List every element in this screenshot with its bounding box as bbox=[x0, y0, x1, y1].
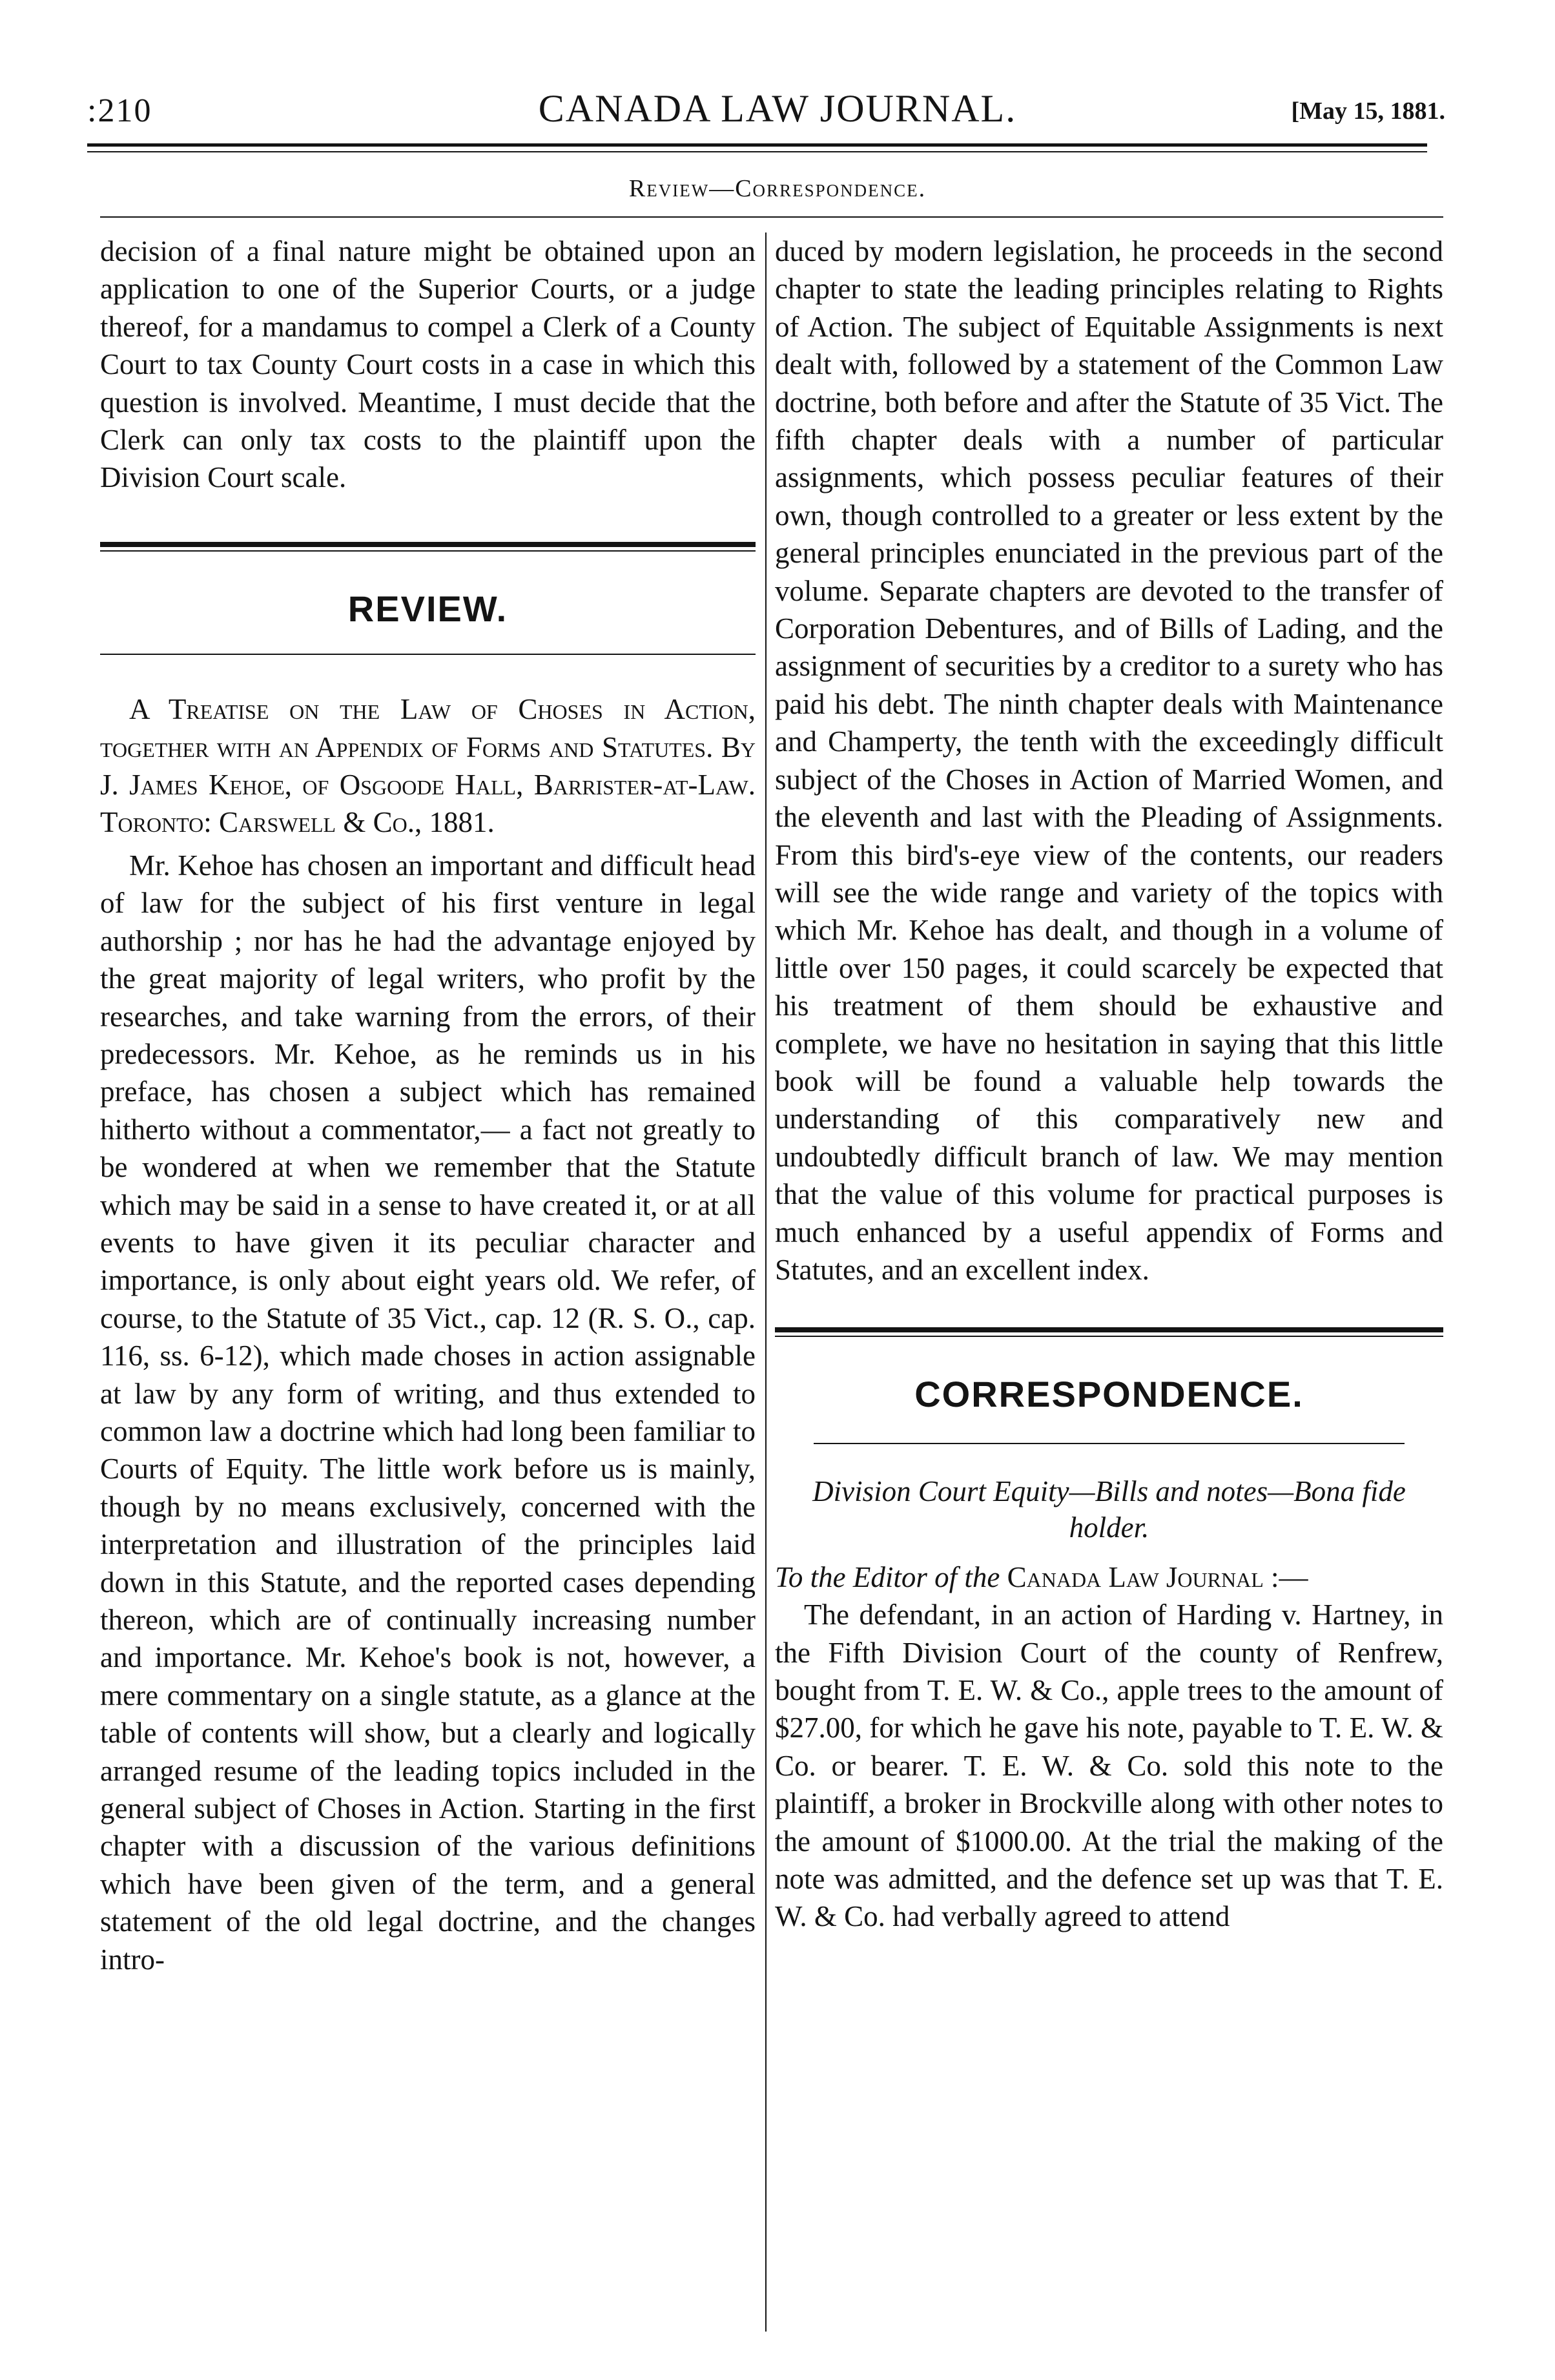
section-separator-thick-right bbox=[775, 1327, 1443, 1332]
letter-body: The defendant, in an action of Harding v. Hartney, in the Fifth Division Court of the county of Renfrew, bought from T. E. W. & Co., apple trees to the amount of $27.00, for which he gave his note, payable to T. E. W. & Co. or bearer. T. E. W. & Co. sold this note to the plaintiff, a broker in Brockville along with other notes to the amount of $1000.00. At the trial the making of the note was admitted, and the defence set up was that T. E. W. & Co. had verbally agreed to attend bbox=[775, 1599, 1443, 1933]
letter-salutation bbox=[775, 1558, 1443, 1596]
left-column bbox=[100, 233, 756, 1978]
review-body: Mr. Kehoe has chosen an important and difficult head of law for the subject of his first venture in legal authorship ; nor has he had the advantage enjoyed by the great majority of legal writers, who profit by the researches, and take warning from the errors, of their predecessors. Mr. Kehoe, as he reminds us in his preface, has chosen a subject which has remained hitherto without a commentator,— a fact not greatly to be wondered at when we remember that the Statute which may be said in a sense to have created it, or at all events to have given it its peculiar character and importance, is only about eight years old. We refer, of course, to the Statute of 35 Vict., cap. 12 (R. S. O., cap. 116, ss. 6-12), which made choses in action assignable at law by any form of writing, and thus extended to common law a doctrine which had long been familiar to Courts of Equity. The little work before us is mainly, though by no means exclusively, concerned with the interpretation and illustration of the principles laid down in this Statute, and the reported cases depending thereon, which are of continually increasing number and importance. Mr. Kehoe's book is not, however, a mere commentary on a single statute, as a glance at the table of contents will show, but a clearly and logically arranged resume of the leading topics included in the general subject of Choses in Action. Starting in the first chapter with a discussion of the various definitions which have been given of the term, and a general statement of the old legal doctrine, and the changes intro- bbox=[100, 849, 756, 1976]
section-separator-thick bbox=[100, 542, 756, 547]
correspondence-heading: CORRESPONDENCE. bbox=[914, 1374, 1304, 1415]
right-column bbox=[775, 233, 1443, 1936]
header-rule-thin bbox=[87, 151, 1427, 152]
salutation-suffix: :— bbox=[1263, 1560, 1308, 1593]
review-continuation: duced by modern legislation, he proceeds in the second chapter to state the leading principles relating to Rights of Action. The subject of Equitable Assignments is next dealt with, followed by a statement of the Common Law doctrine, both before and after the Statute of 35 Vict. The fifth chapter deals with a number of particular assignments, which possess peculiar features of their own, though controlled to a greater or less extent by the general principles enunciated in the previous part of the volume. Separate chapters are devoted to the transfer of Corporation Debentures, and of Bills of Lading, and the assignment of securities by a creditor to a surety who has paid his debt. The ninth chapter deals with Maintenance and Champerty, the tenth with the exceedingly difficult subject of the Choses in Action of Married Women, and the eleventh and last with the Pleading of Assignments. From this bird's-eye view of the contents, our readers will see the wide range and variety of the topics with which Mr. Kehoe has dealt, and though in a volume of little over 150 pages, it could scarcely be expected that his treatment of them should be exhaustive and complete, we have no hesitation in saying that this little book will be found a valuable help towards the understanding of this comparatively new and undoubtedly difficult branch of law. We may mention that the value of this volume for practical purposes is much enhanced by a useful appendix of Forms and Statutes, and an excellent index. bbox=[775, 235, 1443, 1286]
letter-subject: Division Court Equity—Bills and notes—Bona fide holder. bbox=[812, 1475, 1406, 1544]
ruling-continuation: decision of a final nature might be obtained upon an application to one of the Superior Courts, or a judge thereof, for a mandamus to compel a Clerk of a County Court to tax County Court costs in a case in which this question is involved. Meantime, I must decide that the Clerk can only tax costs to the plaintiff upon the Division Court scale. bbox=[100, 235, 756, 494]
salutation-journal: Canada Law Journal bbox=[1007, 1560, 1264, 1593]
book-citation: A Treatise on the Law of Choses in Action, together with an Appendix of Forms and Statutes. By J. James Kehoe, of Osgoode Hall, Barrister-at-Law. Toronto: Carswell & Co., 1881. bbox=[100, 693, 756, 839]
section-heading: Review—Correspondence. bbox=[628, 175, 927, 202]
issue-date: [May 15, 1881. bbox=[1291, 98, 1445, 125]
column-divider bbox=[765, 233, 767, 2332]
review-heading: REVIEW. bbox=[347, 588, 508, 629]
page-number: :210 bbox=[87, 92, 152, 129]
journal-title: CANADA LAW JOURNAL. bbox=[538, 87, 1017, 130]
subhead-rule bbox=[100, 216, 1443, 218]
salutation-prefix: To the Editor of the bbox=[775, 1560, 1000, 1593]
header-rule-thick bbox=[87, 143, 1427, 147]
